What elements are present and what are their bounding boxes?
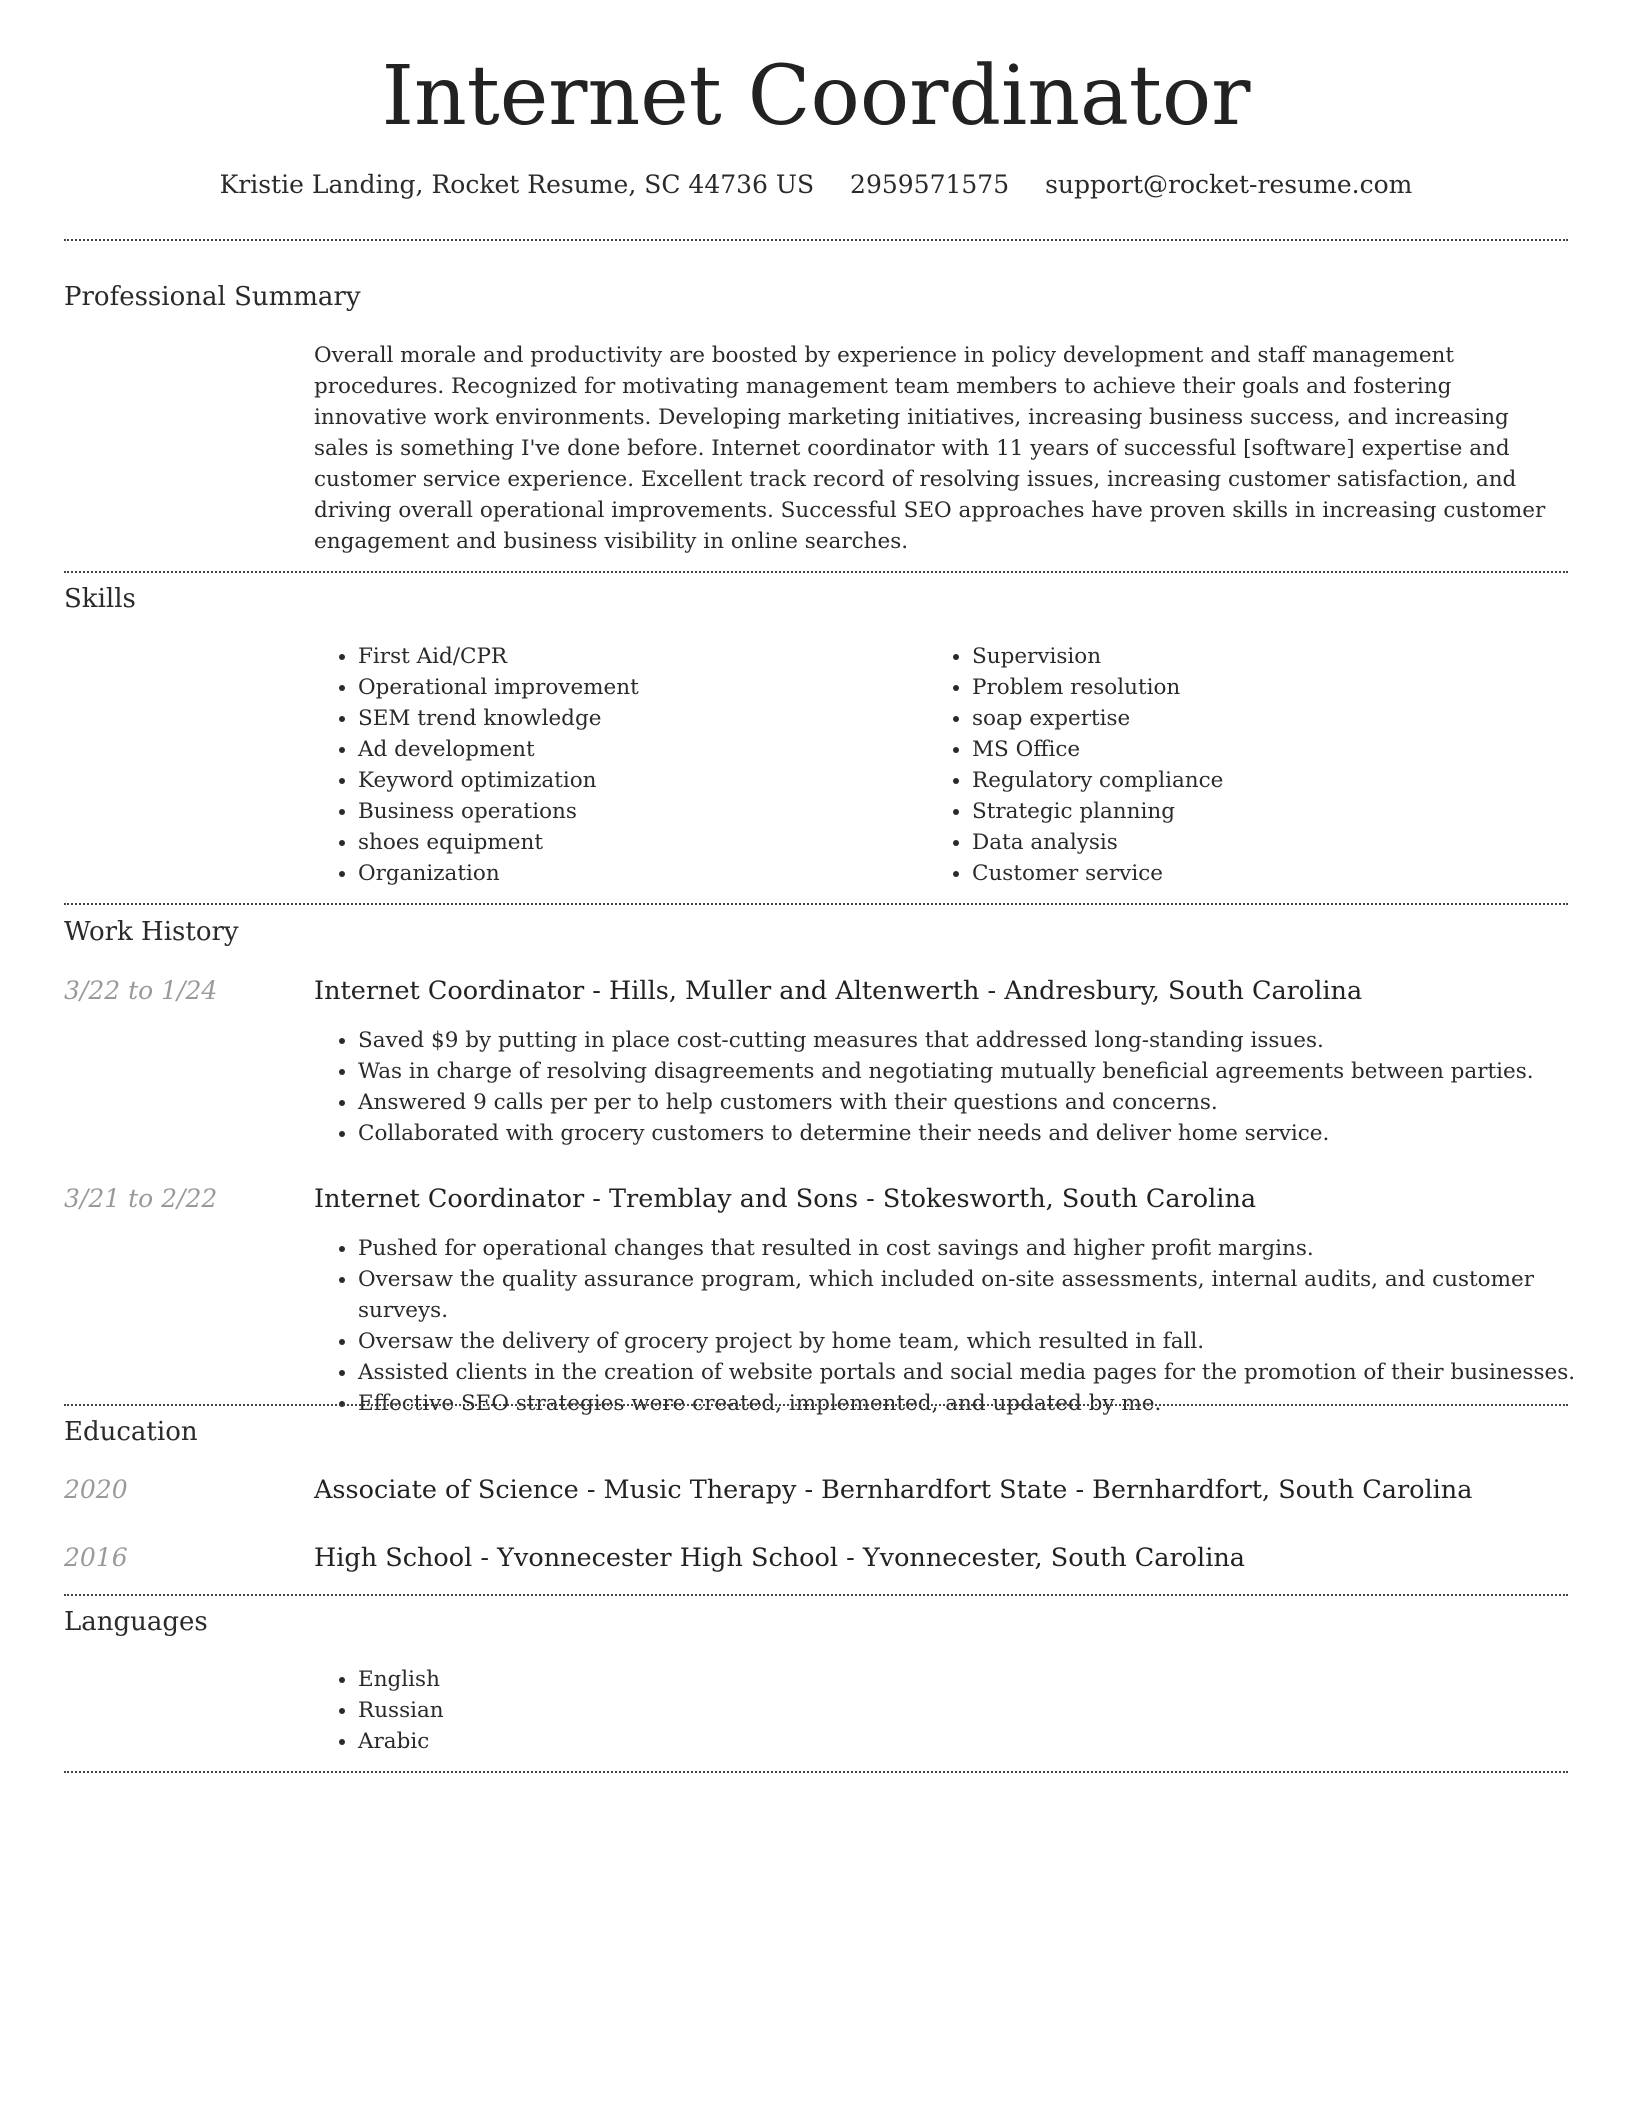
skill-item: • Operational improvement — [358, 672, 918, 703]
job-bullets — [314, 1233, 1612, 1419]
work-heading: Work History — [64, 917, 239, 947]
job-dates: 3/22 to 1/24 — [64, 976, 218, 1005]
job-bullet: • Was in charge of resolving disagreements and negotiating mutually beneficial agreements between parties. — [358, 1056, 1612, 1087]
contact-line — [64, 170, 1568, 199]
education-school: - Yvonnecester High School - Yvonnecester, South Carolina — [472, 1543, 1245, 1573]
language-item: • Russian — [358, 1695, 958, 1726]
resume-title: Internet Coordinator — [381, 49, 1251, 144]
skills-list-left — [314, 641, 918, 889]
language-item: • English — [358, 1664, 958, 1695]
summary-text: Overall morale and productivity are boosted by experience in policy development and staff management procedures. Recognized for motivating management team members to achieve their goals and fostering innovative work environments. Developing marketing initiatives, increasing business success, and increasing sales is something I've done before. Internet coordinator with 11 years of successful [software] expertise and customer service experience. Excellent track record of resolving issues, increasing customer satisfaction, and driving overall operational improvements. Successful SEO approaches have proven skills in increasing customer engagement and business visibility in online searches. — [314, 343, 1546, 554]
divider — [64, 1594, 1568, 1596]
job-heading — [314, 1184, 1568, 1214]
skill-item: • Keyword optimization — [358, 765, 918, 796]
skill-item: • Problem resolution — [972, 672, 1532, 703]
languages-heading: Languages — [64, 1607, 208, 1637]
skill-item: • SEM trend knowledge — [358, 703, 918, 734]
education-heading: Education — [64, 1417, 198, 1447]
divider — [64, 903, 1568, 905]
contact-email: support@rocket-resume.com — [1045, 170, 1413, 199]
job-bullet: • Oversaw the delivery of grocery project by home team, which resulted in fall. — [358, 1326, 1612, 1357]
summary-heading: Professional Summary — [64, 282, 361, 312]
skill-item: • Supervision — [972, 641, 1532, 672]
education-school: - Bernhardfort State - Bernhardfort, South Carolina — [796, 1475, 1473, 1505]
job-bullet: • Pushed for operational changes that resulted in cost savings and higher profit margins. — [358, 1233, 1612, 1264]
job-bullet: • Effective SEO strategies were created, implemented, and updated by me. — [358, 1388, 1612, 1419]
job-role: Internet Coordinator — [314, 1184, 585, 1214]
job-heading — [314, 976, 1568, 1006]
skill-item: • Business operations — [358, 796, 918, 827]
job-bullet: • Collaborated with grocery customers to determine their needs and deliver home service. — [358, 1118, 1612, 1149]
skill-item: • Customer service — [972, 858, 1532, 889]
job-dates: 3/21 to 2/22 — [64, 1184, 218, 1213]
education-degree: High School — [314, 1543, 473, 1573]
job-bullet: • Saved $9 by putting in place cost-cutting measures that addressed long-standing issues. — [358, 1025, 1612, 1056]
contact-phone: 2959571575 — [850, 170, 1010, 199]
divider — [64, 239, 1568, 241]
skills-list-right — [928, 641, 1532, 889]
job-employer: - Hills, Muller and Altenwerth - Andresbury, South Carolina — [584, 976, 1363, 1006]
skills-heading: Skills — [64, 584, 136, 614]
divider — [64, 1404, 1568, 1406]
skill-item: • Ad development — [358, 734, 918, 765]
job-employer: - Tremblay and Sons - Stokesworth, South Carolina — [584, 1184, 1257, 1214]
divider — [64, 1771, 1568, 1773]
skill-item: • shoes equipment — [358, 827, 918, 858]
divider — [64, 571, 1568, 573]
job-bullets — [314, 1025, 1612, 1149]
skill-item: • Organization — [358, 858, 918, 889]
contact-address: Kristie Landing, Rocket Resume, SC 44736 US — [219, 170, 815, 199]
skill-item: • soap expertise — [972, 703, 1532, 734]
skill-item: • Data analysis — [972, 827, 1532, 858]
education-year: 2020 — [64, 1475, 128, 1504]
job-role: Internet Coordinator — [314, 976, 585, 1006]
languages-list — [314, 1664, 958, 1757]
language-item: • Arabic — [358, 1726, 958, 1757]
skill-item: • Strategic planning — [972, 796, 1532, 827]
education-entry — [314, 1475, 1568, 1505]
education-entry — [314, 1543, 1568, 1573]
skill-item: • Regulatory compliance — [972, 765, 1532, 796]
job-bullet: • Oversaw the quality assurance program, which included on-site assessments, internal audits, and customer surveys. — [358, 1264, 1612, 1326]
skill-item: • MS Office — [972, 734, 1532, 765]
education-year: 2016 — [64, 1543, 128, 1572]
job-bullet: • Answered 9 calls per per to help customers with their questions and concerns. — [358, 1087, 1612, 1118]
skill-item: • First Aid/CPR — [358, 641, 918, 672]
education-degree: Associate of Science - Music Therapy — [314, 1475, 797, 1505]
job-bullet: • Assisted clients in the creation of website portals and social media pages for the promotion of their businesses. — [358, 1357, 1612, 1388]
